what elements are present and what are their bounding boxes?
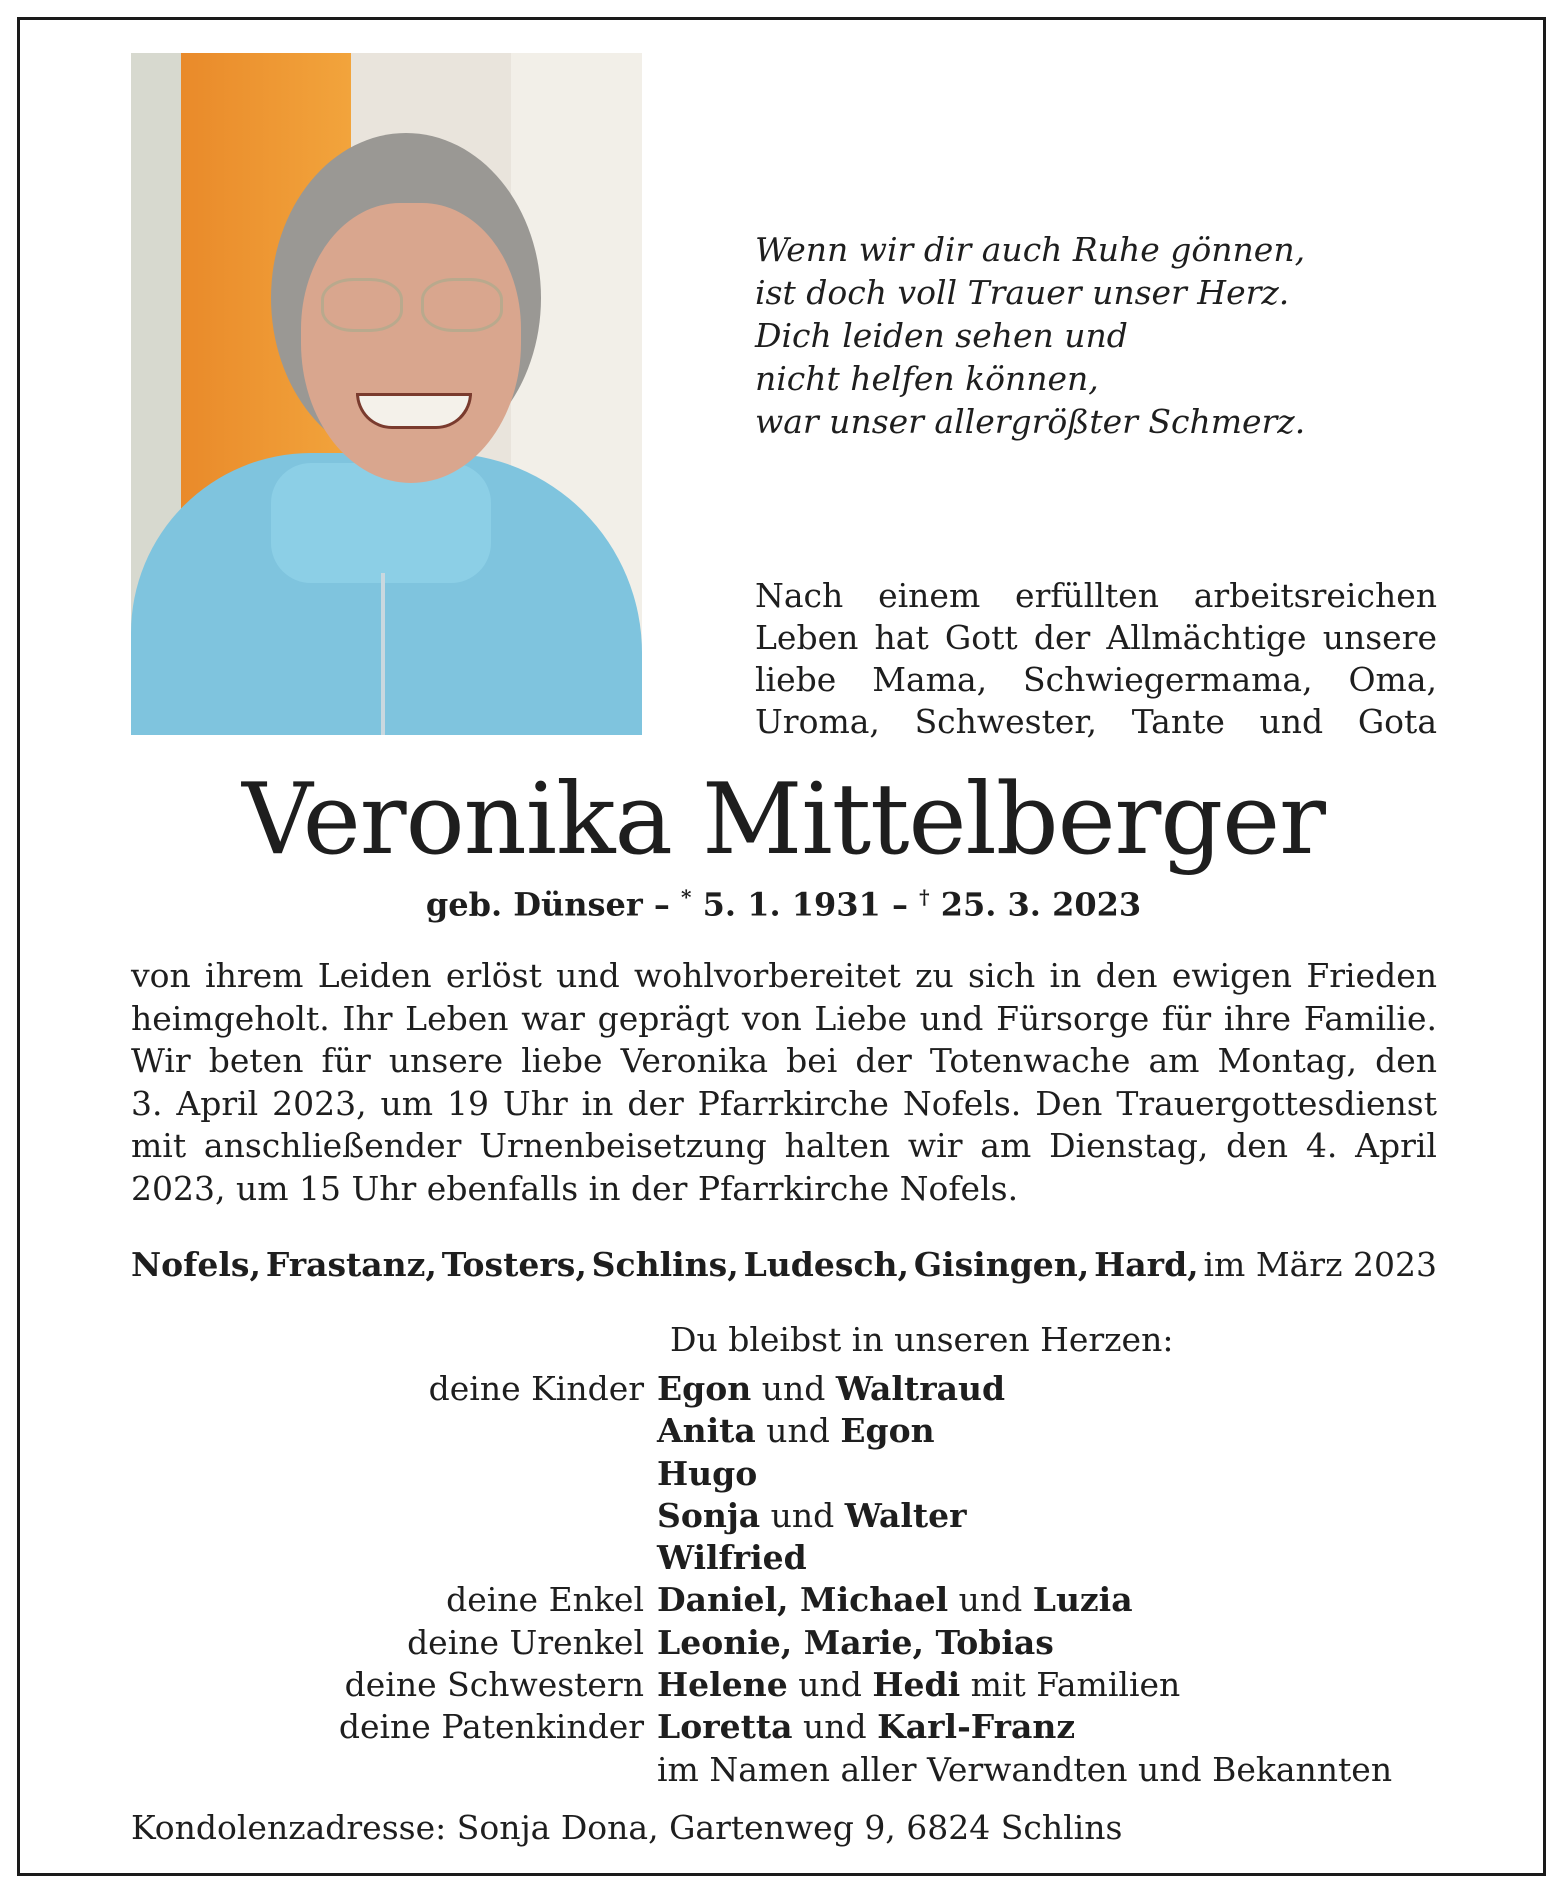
relation-label (0, 1749, 657, 1791)
relative-names (657, 1664, 1180, 1706)
relative-name: Egon (840, 1411, 935, 1451)
condolence-address: Kondolenzadresse: Sonja Dona, Gartenweg 9, 6824 Schlins (131, 1808, 1123, 1847)
relative-names (657, 1537, 807, 1579)
poem-line: Dich leiden sehen und (755, 316, 1128, 355)
body-line: von ihrem Leiden erlöst und wohlvorbereitet zu sich in den ewigen Frieden (131, 956, 1437, 995)
birth-star-icon: * (681, 885, 692, 909)
place: Hard, (1094, 1245, 1199, 1284)
body-line: 3. April 2023, um 19 Uhr in der Pfarrkirche Nofels. Den Trauergottesdienst (131, 1083, 1437, 1123)
place: Nofels, (131, 1245, 261, 1284)
family-row (0, 1410, 1567, 1452)
family-list (0, 1368, 1567, 1791)
relation-label (0, 1495, 657, 1537)
separator: – (642, 885, 682, 924)
relation-label: deine Urenkel (407, 1622, 644, 1662)
relative-names (657, 1453, 757, 1495)
intro-paragraph (755, 575, 1437, 743)
relation-label (0, 1453, 657, 1495)
poem (755, 228, 1305, 443)
place: Tosters, (441, 1245, 587, 1284)
place: Gisingen, (913, 1245, 1090, 1284)
portrait-photo (131, 53, 642, 735)
relative-names (657, 1410, 935, 1452)
relation-label (0, 1410, 657, 1452)
family-row (0, 1622, 1567, 1664)
relative-name: Loretta (657, 1707, 793, 1747)
relative-name: Luzia (1032, 1580, 1133, 1620)
body-line: heimgeholt. Ihr Leben war geprägt von Liebe und Fürsorge für ihre Familie. (131, 998, 1437, 1038)
relative-name: Helene (657, 1665, 788, 1705)
relative-name: Leonie, Marie, Tobias (657, 1622, 1054, 1662)
relative-names (657, 1579, 1133, 1621)
family-row (0, 1495, 1567, 1537)
connector-text: und (755, 1411, 841, 1451)
birth-date: 5. 1. 1931 (702, 885, 881, 924)
relation-label (0, 1537, 657, 1579)
poem-line: nicht helfen können, (755, 359, 1099, 398)
death-cross-icon: † (919, 885, 930, 909)
family-row (0, 1579, 1567, 1621)
relative-name: Waltraud (835, 1369, 1006, 1408)
relation-label: deine Patenkinder (338, 1707, 644, 1747)
place: Schlins, (591, 1245, 739, 1284)
relative-names (657, 1495, 967, 1537)
relative-name: Daniel, Michael (657, 1580, 949, 1620)
relative-name: Walter (844, 1495, 967, 1535)
death-date: 25. 3. 2023 (940, 885, 1142, 924)
relative-name: Sonja (657, 1495, 761, 1535)
relative-name: Egon (657, 1369, 752, 1408)
relative-name: Anita (657, 1411, 756, 1451)
poem-line: ist doch voll Trauer unser Herz. (755, 273, 1290, 312)
greeting: Du bleibst in unseren Herzen: (670, 1320, 1174, 1359)
body-line: mit anschließender Urnenbeisetzung halten wir am Dienstag, den 4. April (131, 1126, 1437, 1165)
places-line (131, 1245, 1437, 1284)
place-date: im März 2023 (1203, 1245, 1437, 1284)
relative-name: Hedi (872, 1665, 961, 1705)
relation-label: deine Enkel (446, 1580, 644, 1620)
place: Ludesch, (743, 1245, 910, 1284)
family-row (0, 1453, 1567, 1495)
intro-line: liebe Mama, Schwiegermama, Oma, (755, 660, 1437, 699)
family-row (0, 1368, 1567, 1410)
relative-name: Karl-Franz (877, 1707, 1076, 1747)
relative-names (657, 1706, 1075, 1748)
intro-line: Uroma, Schwester, Tante und Gota (755, 702, 1437, 741)
intro-line: Leben hat Gott der Allmächtige unsere (755, 618, 1437, 657)
relative-name: Wilfried (657, 1538, 807, 1578)
relation-label: deine Kinder (428, 1369, 644, 1408)
family-row (0, 1664, 1567, 1706)
body-line: 2023, um 15 Uhr ebenfalls in der Pfarrkirche Nofels. (131, 1168, 1019, 1208)
deceased-name: Veronika Mittelberger (242, 763, 1325, 877)
connector-text: und (751, 1369, 836, 1408)
connector-text: und (787, 1665, 873, 1705)
intro-line: Nach einem erfüllten arbeitsreichen (755, 576, 1437, 615)
poem-line: Wenn wir dir auch Ruhe gönnen, (755, 230, 1306, 269)
relative-names (657, 1368, 1005, 1410)
relative-name: Hugo (657, 1453, 758, 1493)
poem-line: war unser allergrößter Schmerz. (755, 402, 1306, 441)
birth-name: geb. Dünser (425, 885, 643, 924)
family-row (0, 1749, 1567, 1791)
family-row (0, 1537, 1567, 1579)
connector-text: im Namen aller Verwandten und Bekannten (657, 1749, 1393, 1789)
place: Frastanz, (265, 1245, 437, 1284)
body-line: Wir beten für unsere liebe Veronika bei der Totenwache am Montag, den (131, 1041, 1437, 1080)
connector-text: mit Familien (960, 1665, 1181, 1705)
relative-names (657, 1749, 1392, 1791)
connector-text: und (948, 1580, 1033, 1620)
connector-text: und (760, 1495, 845, 1535)
relative-names (657, 1622, 1054, 1664)
connector-text: und (792, 1707, 878, 1747)
relation-label: deine Schwestern (344, 1665, 644, 1705)
life-dates (0, 885, 1567, 924)
body-paragraph (131, 955, 1437, 1210)
family-row (0, 1706, 1567, 1748)
separator: – (880, 885, 920, 924)
